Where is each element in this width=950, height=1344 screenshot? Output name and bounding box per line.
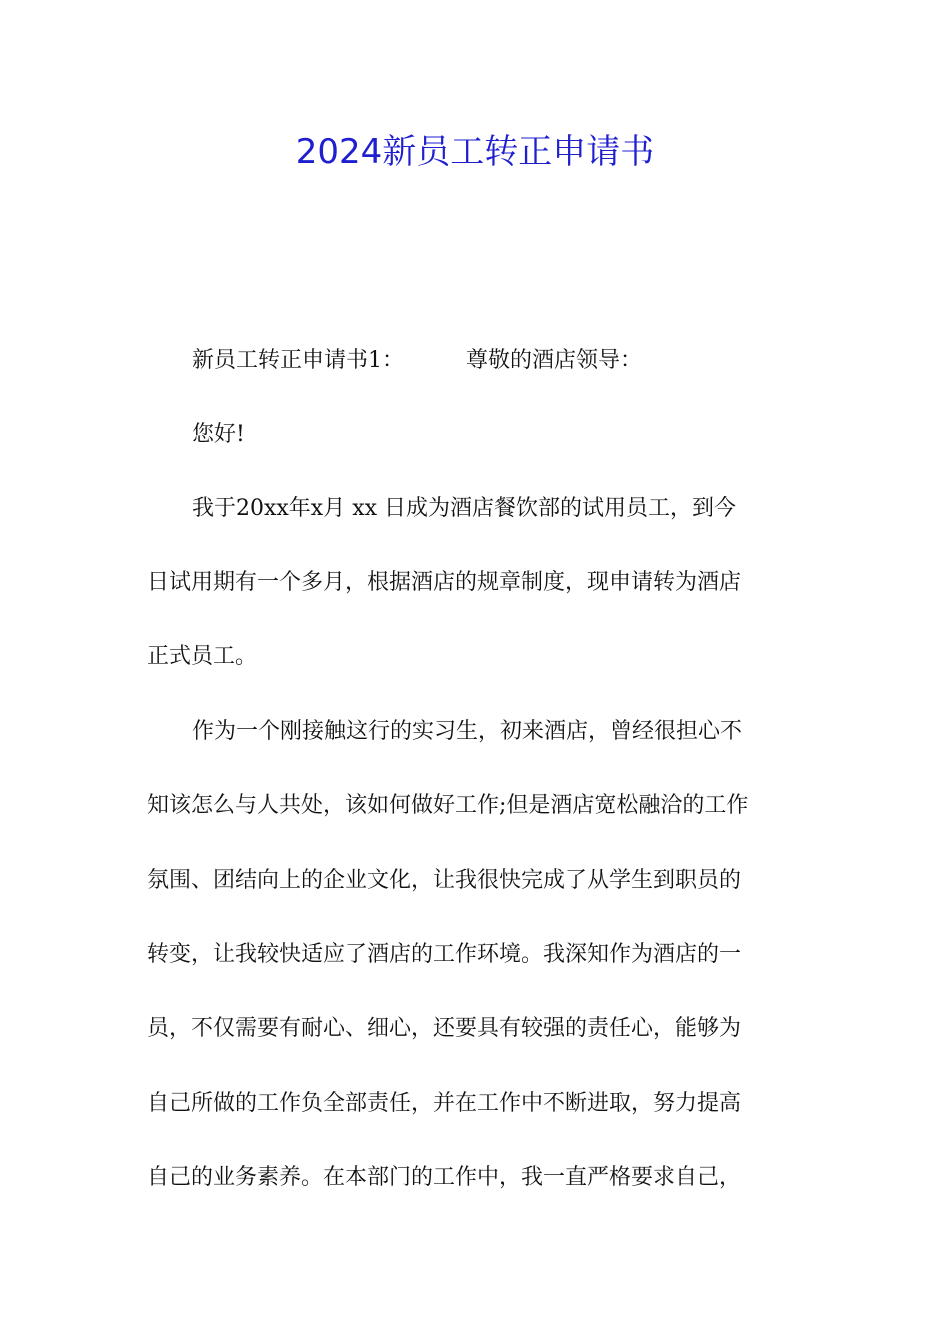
document-title: 2024新员工转正申请书 bbox=[295, 132, 655, 172]
paragraph-1-line-1: 我于20xx年x月 xx 日成为酒店餐饮部的试用员工，到今 bbox=[192, 496, 737, 521]
salutation-heading: 新员工转正申请书1： bbox=[192, 348, 404, 373]
paragraph-2-line-4: 转变，让我较快适应了酒店的工作环境。我深知作为酒店的一 bbox=[147, 942, 742, 967]
salutation-line bbox=[192, 343, 817, 379]
salutation-addressee: 尊敬的酒店领导： bbox=[466, 348, 643, 373]
paragraph-1-line-3: 正式员工。 bbox=[147, 644, 258, 669]
greeting-line: 您好! bbox=[192, 422, 245, 447]
paragraph-2-line-5: 员，不仅需要有耐心、细心，还要具有较强的责任心，能够为 bbox=[147, 1016, 742, 1041]
paragraph-1-line-2: 日试用期有一个多月，根据酒店的规章制度，现申请转为酒店 bbox=[147, 570, 742, 595]
paragraph-2-line-6: 自己所做的工作负全部责任，并在工作中不断进取，努力提高 bbox=[147, 1091, 742, 1116]
paragraph-2-line-1: 作为一个刚接触这行的实习生，初来酒店，曾经很担心不 bbox=[192, 719, 743, 744]
paragraph-2-line-2: 知该怎么与人共处，该如何做好工作;但是酒店宽松融洽的工作 bbox=[147, 793, 749, 818]
paragraph-2-line-7: 自己的业务素养。在本部门的工作中，我一直严格要求自己， bbox=[147, 1165, 742, 1190]
paragraph-2-line-3: 氛围、团结向上的企业文化，让我很快完成了从学生到职员的 bbox=[147, 868, 742, 893]
